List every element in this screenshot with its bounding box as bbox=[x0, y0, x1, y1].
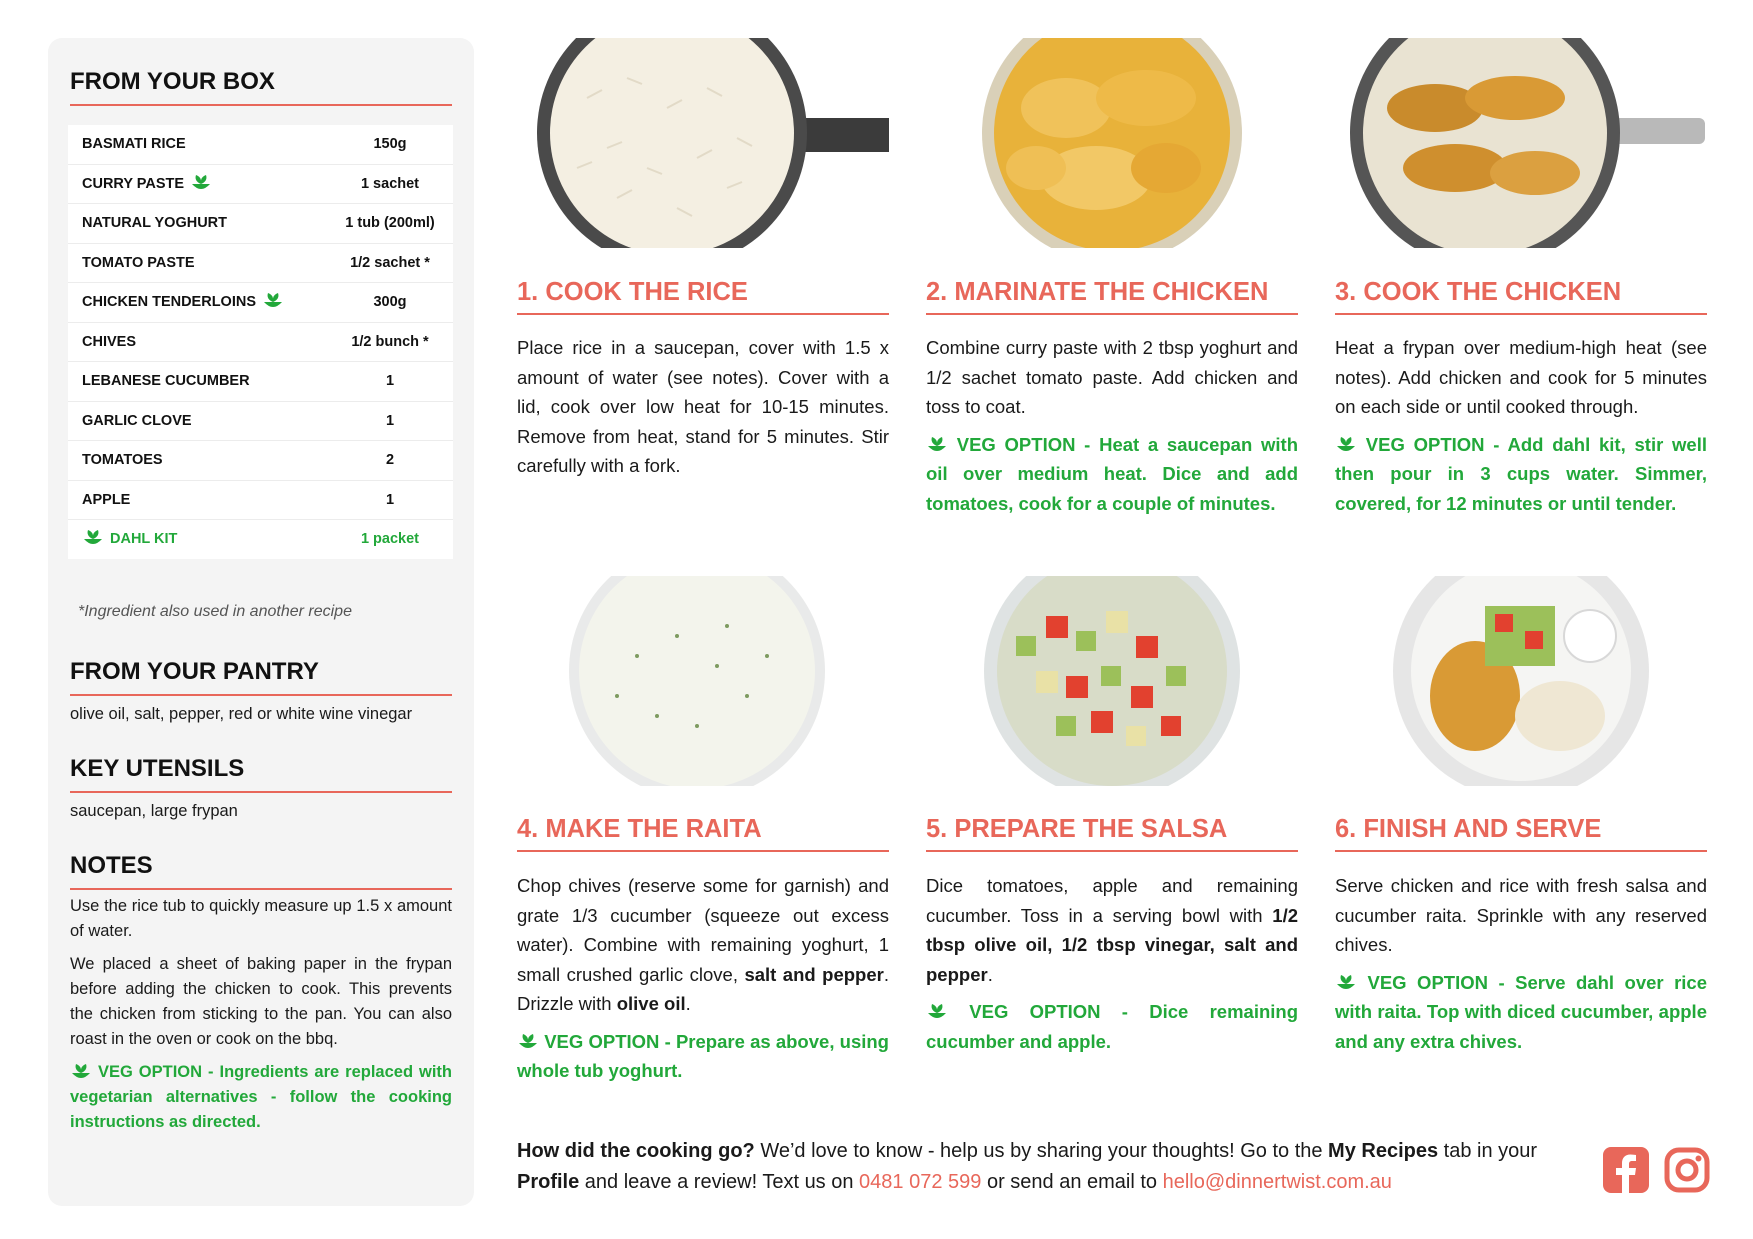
ingredient-name-cell bbox=[68, 413, 327, 429]
step-5-bold-a: 1/2 tbsp olive oil, 1/2 tbsp vinegar, salt and pepper bbox=[926, 904, 1298, 985]
ingredient-row bbox=[68, 362, 453, 402]
ingredient-name: CHICKEN TENDERLOINS bbox=[82, 294, 257, 311]
step-4-text-b: . Drizzle with bbox=[517, 963, 889, 1014]
ingredient-name-cell bbox=[68, 373, 327, 389]
ingredient-name-cell bbox=[68, 492, 327, 508]
ingredient-qty: 1 sachet bbox=[360, 175, 420, 192]
marinated-chicken-image bbox=[926, 38, 1298, 248]
salsa-bowl-image bbox=[926, 576, 1298, 786]
ingredient-row bbox=[68, 402, 453, 442]
ingredient-row bbox=[68, 481, 453, 521]
ingredient-name: BASMATI RICE bbox=[82, 136, 186, 153]
ingredient-qty: 1 bbox=[385, 412, 395, 429]
step-5-text-a: Dice tomatoes, apple and remaining cucumber. Toss in a serving bowl with bbox=[926, 875, 1298, 926]
leaf-bowl-icon bbox=[926, 436, 948, 456]
pantry-text: olive oil, salt, pepper, red or white wine vinegar bbox=[70, 705, 413, 723]
served-plate-image bbox=[1335, 576, 1707, 786]
ingredient-name-cell bbox=[68, 136, 327, 152]
note-veg-option bbox=[70, 1060, 452, 1135]
ingredient-qty: 1 bbox=[385, 491, 395, 508]
ingredient-qty: 1 packet bbox=[360, 531, 420, 548]
cooked-chicken-pan-image bbox=[1335, 38, 1707, 248]
step-4-veg-text: VEG OPTION - Prepare as above, using whole tub yoghurt. bbox=[517, 1030, 889, 1081]
leaf-bowl-icon bbox=[190, 174, 212, 194]
step-5-veg-option bbox=[926, 997, 1298, 1056]
leaf-bowl-icon bbox=[262, 292, 284, 312]
facebook-icon[interactable] bbox=[1603, 1147, 1649, 1193]
ingredient-name: GARLIC CLOVE bbox=[82, 412, 192, 429]
ingredient-name: LEBANESE CUCUMBER bbox=[82, 373, 250, 390]
step-3-veg-text: VEG OPTION - Add dahl kit, stir well then pour in 3 cups water. Simmer, covered, for 12 minutes or until tender. bbox=[1335, 433, 1707, 514]
ingredient-row bbox=[68, 283, 453, 323]
ingredient-row bbox=[68, 520, 453, 559]
step-2-veg-text: VEG OPTION - Heat a saucepan with oil over medium heat. Dice and add tomatoes, cook for a couple of minutes. bbox=[926, 433, 1298, 514]
leaf-bowl-icon bbox=[82, 529, 104, 549]
feedback-text-4: or send an email to bbox=[981, 1171, 1163, 1193]
utensils-text: saucepan, large frypan bbox=[70, 802, 238, 820]
step-5-title: 5. PREPARE THE SALSA bbox=[926, 815, 1298, 852]
ingredient-footnote: *Ingredient also used in another recipe bbox=[78, 603, 352, 620]
ingredient-qty: 300g bbox=[373, 294, 407, 311]
step-3-text: Heat a frypan over medium-high heat (see notes). Add chicken and cook for 5 minutes on each side or until cooked through. bbox=[1335, 337, 1707, 417]
ingredient-qty: 1/2 sachet * bbox=[350, 254, 430, 271]
ingredient-name-cell bbox=[68, 174, 327, 194]
step-2-text: Combine curry paste with 2 tbsp yoghurt and 1/2 sachet tomato paste. Add chicken and toss to coat. bbox=[926, 337, 1298, 417]
ingredient-row bbox=[68, 125, 453, 165]
leaf-bowl-icon bbox=[517, 1033, 539, 1053]
leaf-bowl-icon bbox=[1335, 436, 1357, 456]
ingredient-name: TOMATOES bbox=[82, 452, 163, 469]
step-4-veg-option bbox=[517, 1027, 889, 1086]
step-2-veg-option bbox=[926, 430, 1298, 519]
ingredient-row bbox=[68, 441, 453, 481]
step-2-body bbox=[926, 333, 1298, 518]
ingredient-row bbox=[68, 323, 453, 363]
ingredient-name: APPLE bbox=[82, 491, 131, 508]
step-2-title: 2. MARINATE THE CHICKEN bbox=[926, 278, 1298, 315]
my-recipes-label: My Recipes bbox=[1328, 1140, 1439, 1162]
ingredient-name: CURRY PASTE bbox=[82, 175, 185, 192]
leaf-bowl-icon bbox=[70, 1063, 92, 1083]
step-6-title: 6. FINISH AND SERVE bbox=[1335, 815, 1707, 852]
ingredient-row bbox=[68, 244, 453, 284]
ingredient-name-cell bbox=[68, 334, 327, 350]
ingredient-name-cell bbox=[68, 292, 327, 312]
notes-body bbox=[70, 894, 452, 1135]
ingredient-name: TOMATO PASTE bbox=[82, 254, 195, 271]
step-4-bold-b: olive oil bbox=[616, 993, 686, 1014]
ingredient-name-cell bbox=[68, 215, 327, 231]
step-5-text bbox=[926, 871, 1298, 989]
step-6-body bbox=[1335, 871, 1707, 1056]
ingredient-name: NATURAL YOGHURT bbox=[82, 215, 227, 232]
feedback-text-2: tab in your bbox=[1438, 1140, 1538, 1162]
ingredient-qty: 1 bbox=[385, 373, 395, 390]
instagram-icon[interactable] bbox=[1664, 1147, 1710, 1193]
ingredient-name-cell bbox=[68, 452, 327, 468]
step-4-bold-a: salt and pepper bbox=[744, 963, 884, 985]
ingredient-qty: 150g bbox=[373, 136, 407, 153]
ingredient-row bbox=[68, 204, 453, 244]
step-3-body bbox=[1335, 333, 1707, 518]
raita-bowl-image bbox=[517, 576, 889, 786]
step-6-veg-option bbox=[1335, 968, 1707, 1057]
step-6-text: Serve chicken and rice with fresh salsa and cucumber raita. Sprinkle with any reserved chives. bbox=[1335, 875, 1707, 955]
step-1-body bbox=[517, 333, 889, 489]
step-5-veg-text: VEG OPTION - Dice remaining cucumber and apple. bbox=[926, 1001, 1299, 1052]
ingredient-name: DAHL KIT bbox=[110, 531, 178, 548]
ingredient-qty: 1 tub (200ml) bbox=[345, 215, 435, 232]
feedback-text bbox=[517, 1136, 1577, 1198]
sidebar-panel bbox=[48, 38, 474, 1206]
step-5-text-b: . bbox=[987, 963, 993, 985]
note-veg-text: VEG OPTION - Ingredients are replaced with vegetarian alternatives - follow the cooking instructions as directed. bbox=[70, 1063, 452, 1131]
rice-pot-image bbox=[517, 38, 889, 248]
feedback-text-3: and leave a review! Text us on bbox=[579, 1171, 860, 1193]
ingredient-name: CHIVES bbox=[82, 333, 136, 350]
feedback-question: How did the cooking go? bbox=[517, 1140, 755, 1162]
step-6-veg-text: VEG OPTION - Serve dahl over rice with raita. Top with diced cucumber, apple and any extra chives. bbox=[1335, 971, 1708, 1052]
ingredient-row bbox=[68, 165, 453, 205]
profile-label: Profile bbox=[517, 1171, 580, 1193]
ingredient-name-cell bbox=[68, 529, 327, 549]
step-3-veg-option bbox=[1335, 430, 1707, 519]
step-4-text bbox=[517, 871, 889, 1019]
step-4-text-a: Chop chives (reserve some for garnish) and grate 1/3 cucumber (squeeze out excess water). Combine with remaining yoghurt, 1 small crushed garlic clove, bbox=[517, 875, 889, 985]
email-link[interactable]: hello@dinnertwist.com.au bbox=[1162, 1171, 1392, 1193]
step-4-title: 4. MAKE THE RAITA bbox=[517, 815, 889, 852]
note-paragraph: Use the rice tub to quickly measure up 1.5 x amount of water. bbox=[70, 897, 452, 940]
note-paragraph: We placed a sheet of baking paper in the frypan before adding the chicken to cook. This prevents the chicken from sticking to the pan. You can also roast in the oven or cook on the bbq. bbox=[70, 955, 452, 1048]
leaf-bowl-icon bbox=[926, 1003, 948, 1023]
phone-link[interactable]: 0481 072 599 bbox=[859, 1171, 982, 1193]
step-5-body bbox=[926, 871, 1298, 1056]
step-1-title: 1. COOK THE RICE bbox=[517, 278, 889, 315]
step-3-title: 3. COOK THE CHICKEN bbox=[1335, 278, 1707, 315]
step-4-text-c: . bbox=[685, 993, 691, 1014]
ingredient-table bbox=[68, 125, 453, 559]
ingredient-name-cell bbox=[68, 255, 327, 271]
ingredient-qty: 1/2 bunch * bbox=[351, 333, 429, 350]
from-your-box-title: FROM YOUR BOX bbox=[70, 68, 452, 106]
from-your-pantry-title: FROM YOUR PANTRY bbox=[70, 658, 452, 696]
key-utensils-title: KEY UTENSILS bbox=[70, 755, 452, 793]
feedback-text-1: We’d love to know - help us by sharing your thoughts! Go to the bbox=[754, 1140, 1329, 1162]
step-1-text: Place rice in a saucepan, cover with 1.5 x amount of water (see notes). Cover with a lid, cook over low heat for 10-15 minutes. Remove from heat, stand for 5 minutes. Stir carefully with a fork. bbox=[517, 337, 889, 476]
notes-title: NOTES bbox=[70, 852, 452, 890]
leaf-bowl-icon bbox=[1335, 974, 1357, 994]
step-4-body bbox=[517, 871, 889, 1086]
ingredient-qty: 2 bbox=[385, 452, 395, 469]
